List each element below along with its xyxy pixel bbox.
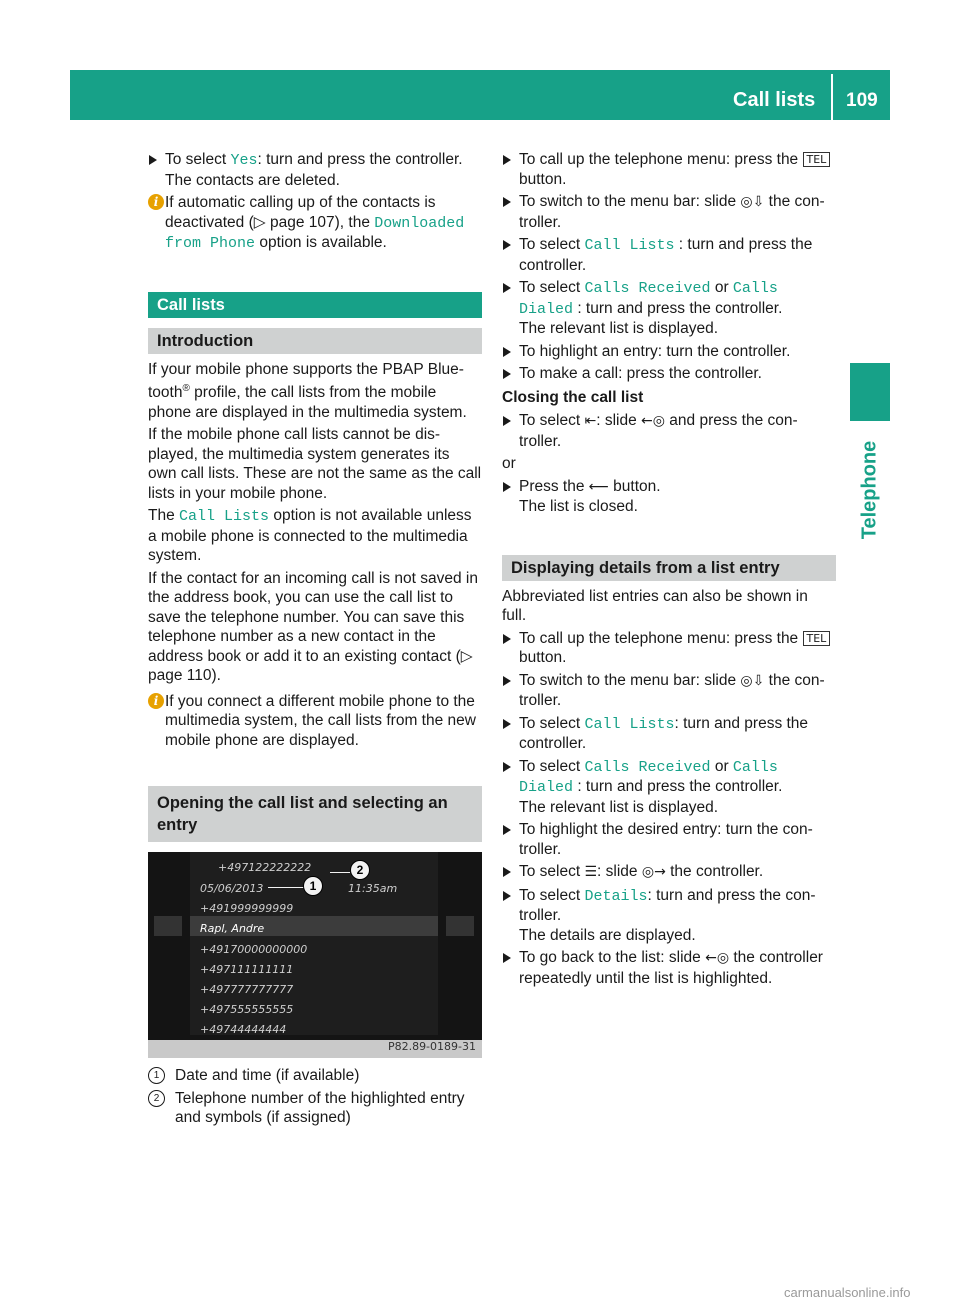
screen-header-number: +497122222222: [218, 861, 312, 875]
page-title: Call lists: [733, 89, 816, 111]
info-note: i If automatic calling up of the contacts is deactivated (▷ page 107), the Downloaded from Phone option is available.: [148, 193, 482, 254]
page-number: 109: [846, 90, 878, 111]
legend-item: 2 Telephone number of the highlighted entry and symbols (if assigned): [148, 1089, 482, 1128]
screen-row: +497555555555: [200, 1003, 294, 1017]
screen-row: +491999999999: [200, 902, 294, 916]
menu-left-tab: [154, 916, 182, 936]
step-arrow-icon: [503, 953, 511, 963]
legend-item: 1 Date and time (if available): [148, 1066, 482, 1086]
section-heading: Opening the call list and selecting an entry: [148, 786, 482, 842]
details-icon: ☰: [584, 864, 598, 880]
controller-slide-left-icon: ←◎: [705, 950, 730, 966]
menu-right-tab: [446, 916, 474, 936]
tel-key-icon: TEL: [803, 631, 831, 646]
callout-line: [268, 887, 306, 888]
step: To call up the telephone menu: press the TEL button.: [502, 150, 836, 189]
side-tab-label: Telephone: [858, 440, 881, 540]
controller-slide-left-icon: ←◎: [641, 413, 665, 429]
side-tab-marker: [850, 363, 890, 421]
paragraph: If the mobile phone call lists cannot be dis-played, the multimedia system generates its own call lists. These are not the same as the call lists in your mobile phone.: [148, 426, 482, 502]
step: To select Calls Received or Calls Dialed : turn and press the controller. The relevant list is displayed.: [502, 757, 836, 818]
tel-key-icon: TEL: [803, 152, 831, 167]
step: To make a call: press the controller.: [502, 364, 836, 384]
step-arrow-icon: [503, 825, 511, 835]
step: To select ☰: slide ◎→ the controller.: [502, 862, 836, 883]
header-divider: [831, 74, 833, 120]
multimedia-screenshot: [148, 852, 482, 1058]
step-arrow-icon: [503, 197, 511, 207]
step: To switch to the menu bar: slide ◎⇩ the con-troller.: [502, 671, 836, 711]
screen-row: +497111111111: [200, 963, 294, 977]
screen-time: 11:35am: [348, 882, 398, 896]
paragraph: If your mobile phone supports the PBAP Blue-tooth® profile, the call lists from the mobile phone are displayed in the multimedia system.: [148, 360, 467, 421]
step: To select Call Lists: turn and press the controller.: [502, 714, 836, 754]
step-arrow-icon: [503, 283, 511, 293]
back-button-icon: ⟵: [588, 478, 609, 495]
step: To switch to the menu bar: slide ◎⇩ the con-troller.: [502, 192, 836, 232]
section-heading: Call lists: [148, 292, 482, 318]
step-arrow-icon: [503, 240, 511, 250]
screen-row: +49744444444: [200, 1023, 287, 1037]
info-icon: i: [148, 194, 164, 210]
screen-row: Rapl, Andre: [200, 922, 265, 936]
paragraph: Abbreviated list entries can also be shown in full.: [502, 587, 808, 624]
paragraph: or: [502, 455, 516, 472]
paragraph: The Call Lists option is not available unless a mobile phone is connected to the multimedia system.: [148, 507, 472, 565]
callout-2: 2: [350, 860, 370, 880]
step: To go back to the list: slide ←◎ the controller repeatedly until the list is highlighted.: [502, 948, 836, 988]
screen-date: 05/06/2013: [200, 882, 264, 896]
step: To select Details: turn and press the con-troller. The details are displayed.: [502, 886, 836, 946]
step-arrow-icon: [149, 155, 157, 165]
step: To select ⇤: slide ←◎ and press the con-troller.: [502, 411, 836, 451]
step: Press the ⟵ button. The list is closed.: [502, 477, 836, 517]
step-arrow-icon: [503, 416, 511, 426]
step-arrow-icon: [503, 762, 511, 772]
controller-slide-right-icon: ◎→: [641, 864, 666, 880]
controller-slide-down-icon: ◎⇩: [740, 672, 765, 689]
back-list-icon: ⇤: [584, 413, 597, 429]
step-arrow-icon: [503, 867, 511, 877]
info-note: i If you connect a different mobile phone to the multimedia system, the call lists from the new mobile phone are displayed.: [148, 692, 482, 751]
side-tab: [846, 430, 894, 550]
step-arrow-icon: [503, 155, 511, 165]
subsection-heading: Displaying details from a list entry: [502, 555, 836, 581]
step-arrow-icon: [503, 676, 511, 686]
step-select-yes: To select Yes: turn and press the controller. The contacts are deleted.: [148, 150, 482, 190]
step-arrow-icon: [503, 347, 511, 357]
screen-row: +497777777777: [200, 983, 294, 997]
controller-slide-down-icon: ◎⇩: [740, 194, 765, 210]
step: To call up the telephone menu: press the TEL button.: [502, 629, 836, 668]
info-icon: i: [148, 693, 164, 709]
step: To select Call Lists : turn and press the controller.: [502, 235, 836, 275]
subsection-heading: Introduction: [148, 328, 482, 354]
step: To highlight an entry: turn the controller.: [502, 342, 836, 362]
figure-code: P82.89-0189-31: [387, 1039, 476, 1053]
step-arrow-icon: [503, 482, 511, 492]
step-arrow-icon: [503, 634, 511, 644]
callout-1: 1: [303, 876, 323, 896]
paragraph: If the contact for an incoming call is not saved in the address book, you can use the call list to save the telephone number. You can save this telephone number as a new contact in the address book or add it to an existing contact (▷ page 110).: [148, 569, 478, 685]
subheading: Closing the call list: [502, 388, 644, 406]
step: To select Calls Received or Calls Dialed : turn and press the controller. The relevant list is displayed.: [502, 278, 836, 339]
footer-watermark[interactable]: carmanualsonline.info: [784, 1285, 911, 1300]
step-arrow-icon: [503, 369, 511, 379]
step-arrow-icon: [503, 891, 511, 901]
left-column: [148, 150, 482, 1131]
callout-line: [330, 872, 350, 873]
step: To highlight the desired entry: turn the con-troller.: [502, 820, 836, 859]
right-column: [502, 150, 836, 991]
step-arrow-icon: [503, 719, 511, 729]
screen-row: +49170000000000: [200, 943, 308, 957]
